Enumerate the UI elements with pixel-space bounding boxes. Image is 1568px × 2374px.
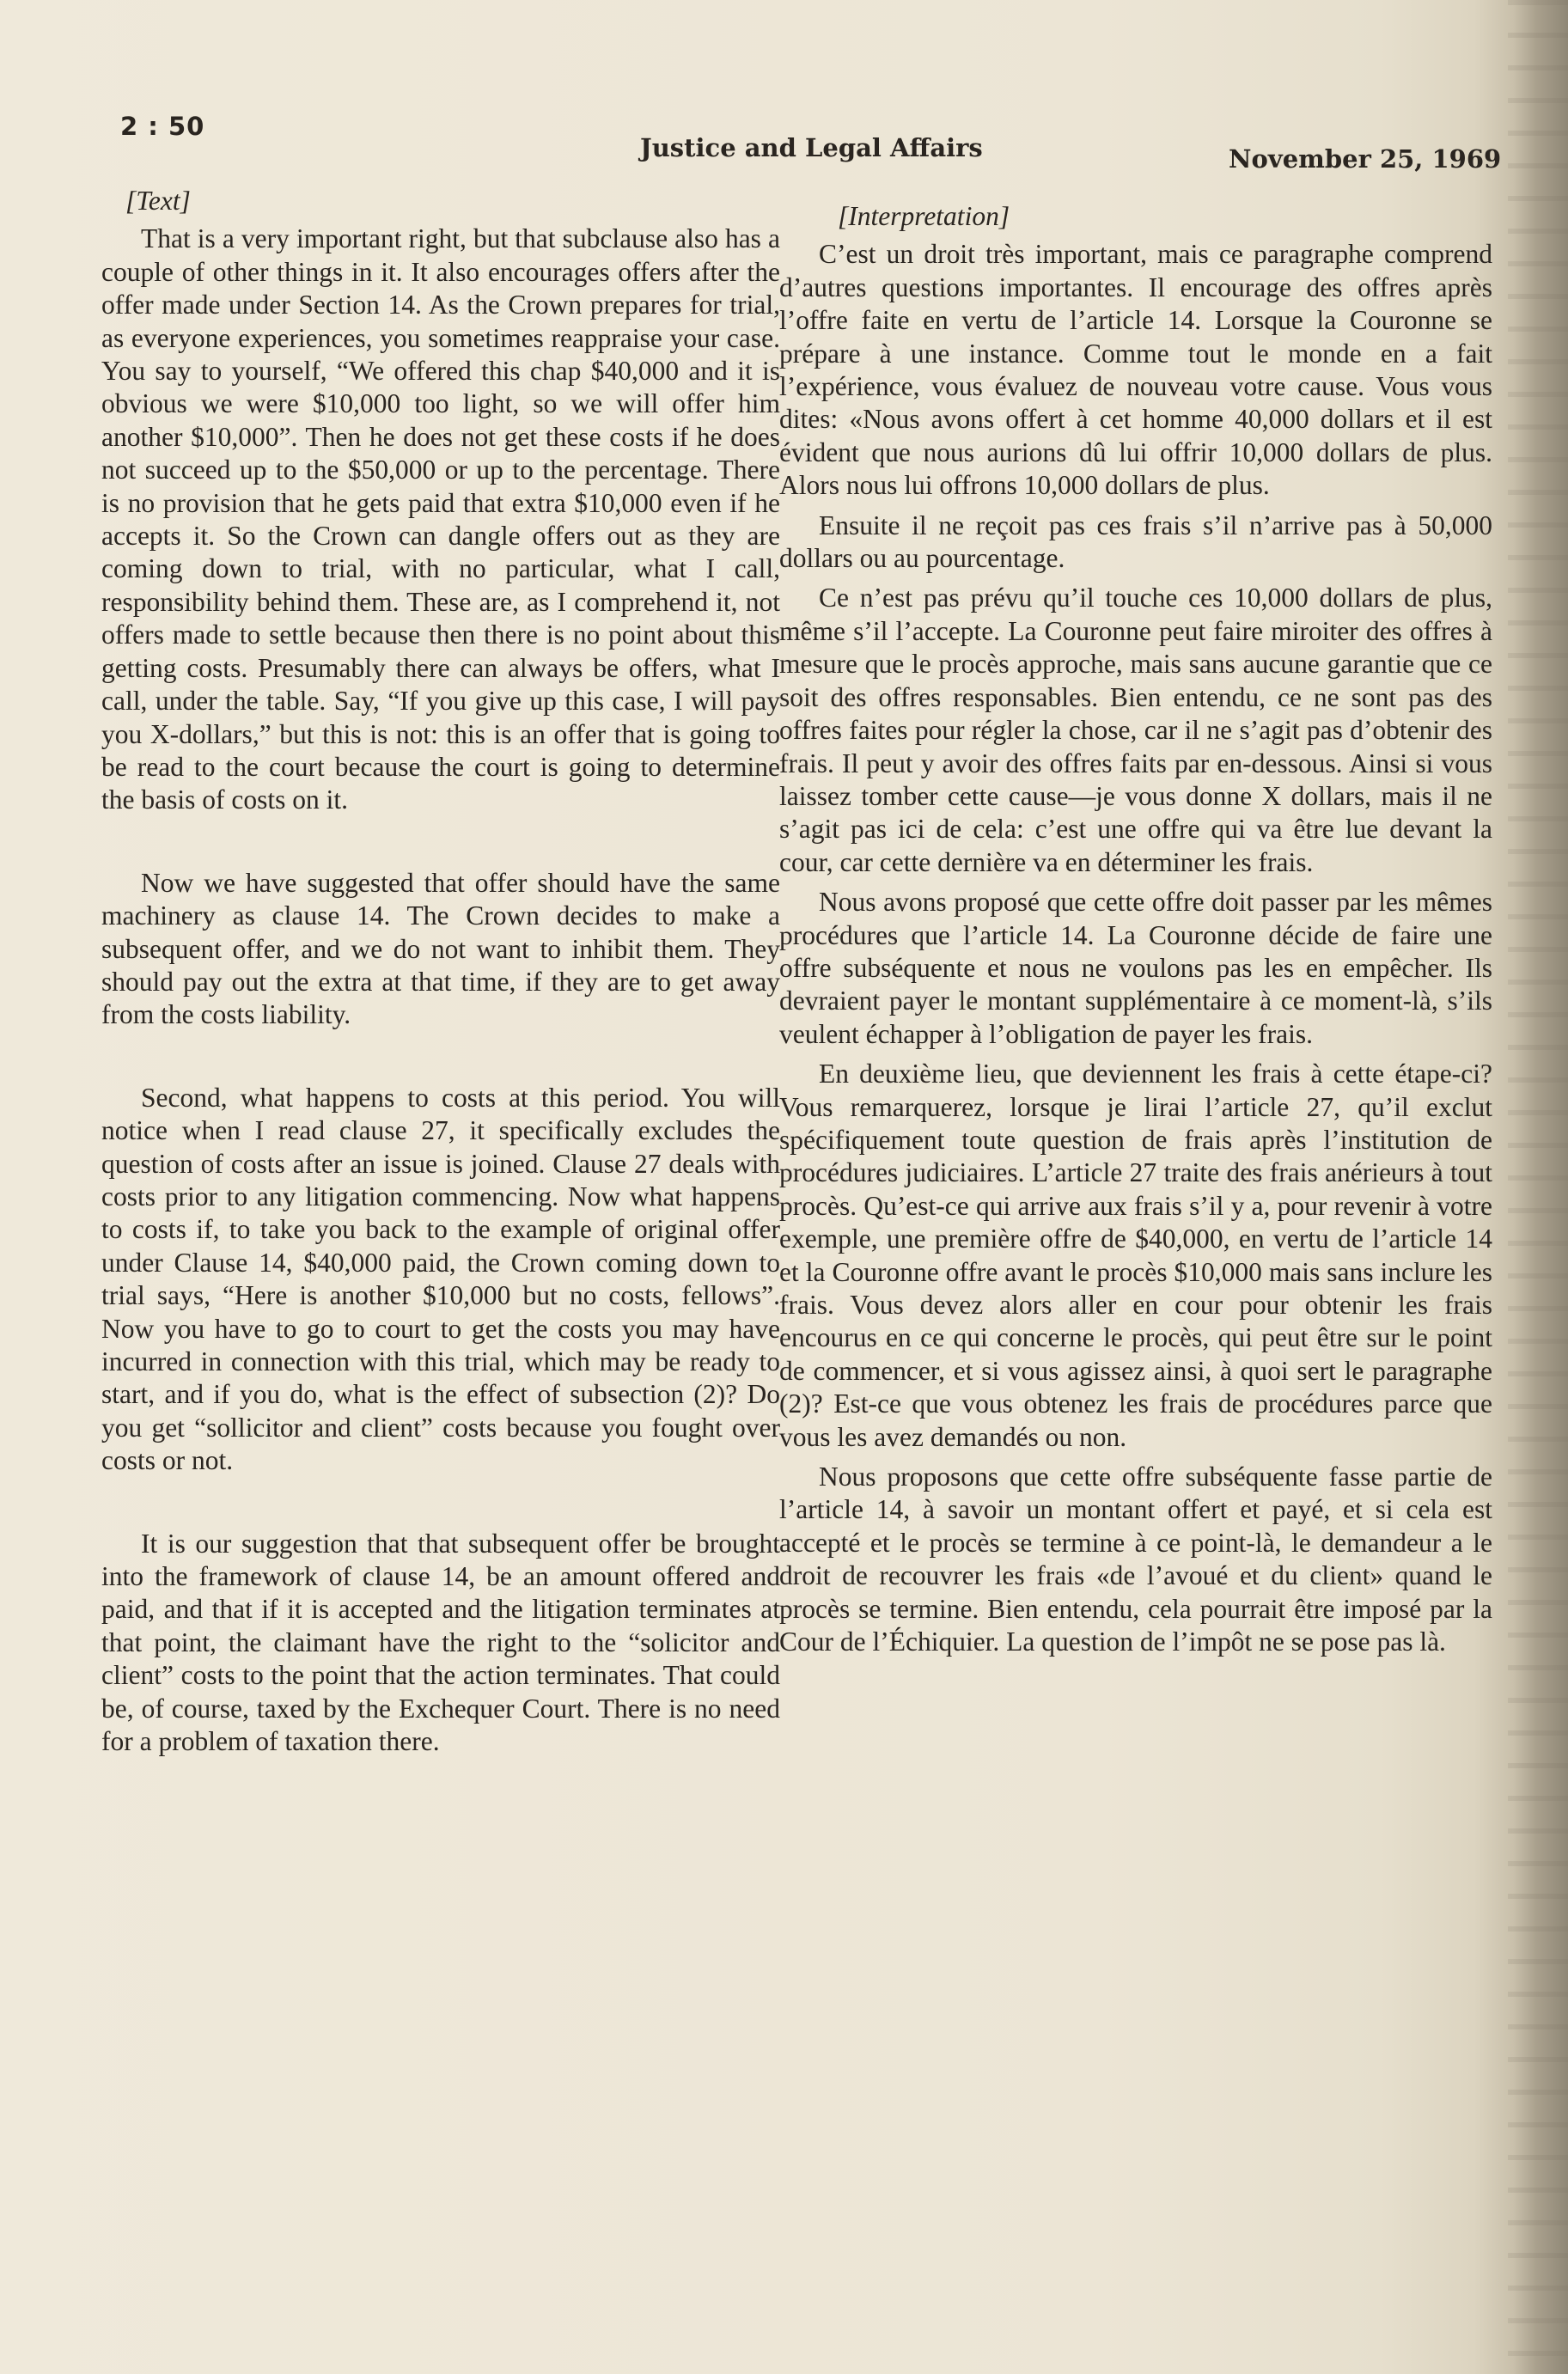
paragraph: Nous proposons que cette offre subséquente fasse partie de l’article 14, à savoir un montant offert et payé, et si cela est accepté et le procès se termine à ce point-là, le demandeur a le droit de recouvrer les frais «de l’avoué et du client» quand le procès se termine. Bien entendu, cela pourrait être imposé par la Cour de l’Échiquier. La question de l’impôt ne se pose pas là. — [779, 1462, 1492, 1657]
paragraph: Second, what happens to costs at this period. You will notice when I read clause 27, it specifically excludes the question of costs after an issue is joined. Clause 27 deals with costs prior to any litigation commencing. Now what happens to costs if, to take you back to the example of original offer under Clause 14, $40,000 paid, the Crown coming down to trial says, “Here is another $10,000 but no costs, fellows”. Now you have to go to court to get the costs you may have incurred in connection with this trial, which may be ready to start, and if you do, what is the effect of subsection (2)? Do you get “sollicitor and client” costs because you fought over costs or not. — [101, 1082, 780, 1476]
paragraph: It is our suggestion that that subsequent offer be brought into the framework of clause 14, be an amount offered and paid, and that if it is accepted and the litigation terminates at that point, the claimant have the right to the “solicitor and client” costs to the point that the action terminates. That could be, of course, taxed by the Exchequer Court. There is no need for a problem of taxation there. — [101, 1528, 780, 1757]
header-date: November 25, 1969 — [1229, 144, 1502, 174]
french-column — [779, 185, 1492, 1658]
page-number: 2 : 50 — [120, 112, 205, 141]
running-header — [120, 112, 1529, 172]
paragraph: Nous avons proposé que cette offre doit passer par les mêmes procédures que l’article 14. La Couronne décide de faire une offre subséquente et nous ne voulons pas les en empêcher. Ils devraient payer le montant supplémentaire à ce moment-là, s’ils veulent échapper à l’obligation de payer les frais. — [779, 887, 1492, 1049]
running-title: Justice and Legal Affairs — [640, 133, 983, 162]
paragraph: Now we have suggested that offer should have the same machinery as clause 14. The Crown decides to make a subsequent offer, and we do not want to inhibit them. They should pay out the extra at that time, if they are to get away from the costs liability. — [101, 867, 780, 1030]
english-column — [101, 185, 780, 1758]
column-label-interpretation: [Interpretation] — [838, 201, 1010, 231]
paragraph: Ensuite il ne reçoit pas ces frais s’il n’arrive pas à 50,000 dollars ou au pourcentage. — [779, 510, 1492, 574]
binding-shadow — [1508, 0, 1568, 2374]
paragraph: Ce n’est pas prévu qu’il touche ces 10,000 dollars de plus, même s’il l’accepte. La Couronne peut faire miroiter des offres à mesure que le procès approche, mais sans aucune garantie que ce soit des offres responsables. Bien entendu, ce ne sont pas des offres faites pour régler la chose, car il ne s’agit pas d’obtenir des frais. Il peut y avoir des offres faits par en-dessous. Ainsi si vous laissez tomber cette cause—je vous donne X dollars, mais il ne s’agit pas ici de cela: c’est une offre qui va être lue devant la cour, car cette dernière va en déterminer les frais. — [779, 583, 1492, 877]
column-label-text: [Text] — [125, 186, 191, 216]
paragraph: That is a very important right, but that subclause also has a couple of other things in it. It also encourages offers after the offer made under Section 14. As the Crown prepares for trial, as everyone experiences, you sometimes reappraise your case. You say to yourself, “We offered this chap $40,000 and it is obvious we were $10,000 too light, so we will offer him another $10,000”. Then he does not get these costs if he does not succeed up to the $50,000 or up to the percentage. There is no provision that he gets paid that extra $10,000 even if he accepts it. So the Crown can dangle offers out as they are coming down to trial, with no particular, what I call, responsibility behind them. These are, as I comprehend it, not offers made to settle because then there is no point about this getting costs. Presumably there can always be offers, what I call, under the table. Say, “If you give up this case, I will pay you X-dollars,” but this is not: this is an offer that is going to be read to the court because the court is going to determine the basis of costs on it. — [101, 223, 780, 815]
paragraph: En deuxième lieu, que deviennent les frais à cette étape-ci? Vous remarquerez, lorsque je lirai l’article 27, qu’il exclut spécifiquement toute question de frais après l’institution de procédures judiciaires. L’article 27 traite des frais anérieurs à tout procès. Qu’est-ce qui arrive aux frais s’il y a, pour revenir à votre exemple, une première offre de $40,000, en vertu de l’article 14 et la Couronne offre avant le procès $10,000 mais sans inclure les frais. Vous devez alors aller en cour pour obtenir les frais encourus en ce qui concerne le procès, qui peut être sur le point de commencer, et si vous agissez ainsi, à quoi sert le paragraphe (2)? Est-ce que vous obtenez les frais de procédures parce que vous les avez demandés ou non. — [779, 1059, 1492, 1452]
paragraph: C’est un droit très important, mais ce paragraphe comprend d’autres questions importantes. Il encourage des offres après l’offre faite en vertu de l’article 14. Lorsque la Couronne se prépare à une instance. Comme tout le monde en a fait l’expérience, vous évaluez de nouveau votre cause. Vous vous dites: «Nous avons offert à cet homme 40,000 dollars et il est évident que nous aurions dû lui offrir 10,000 dollars de plus. Alors nous lui offrons 10,000 dollars de plus. — [779, 239, 1492, 501]
